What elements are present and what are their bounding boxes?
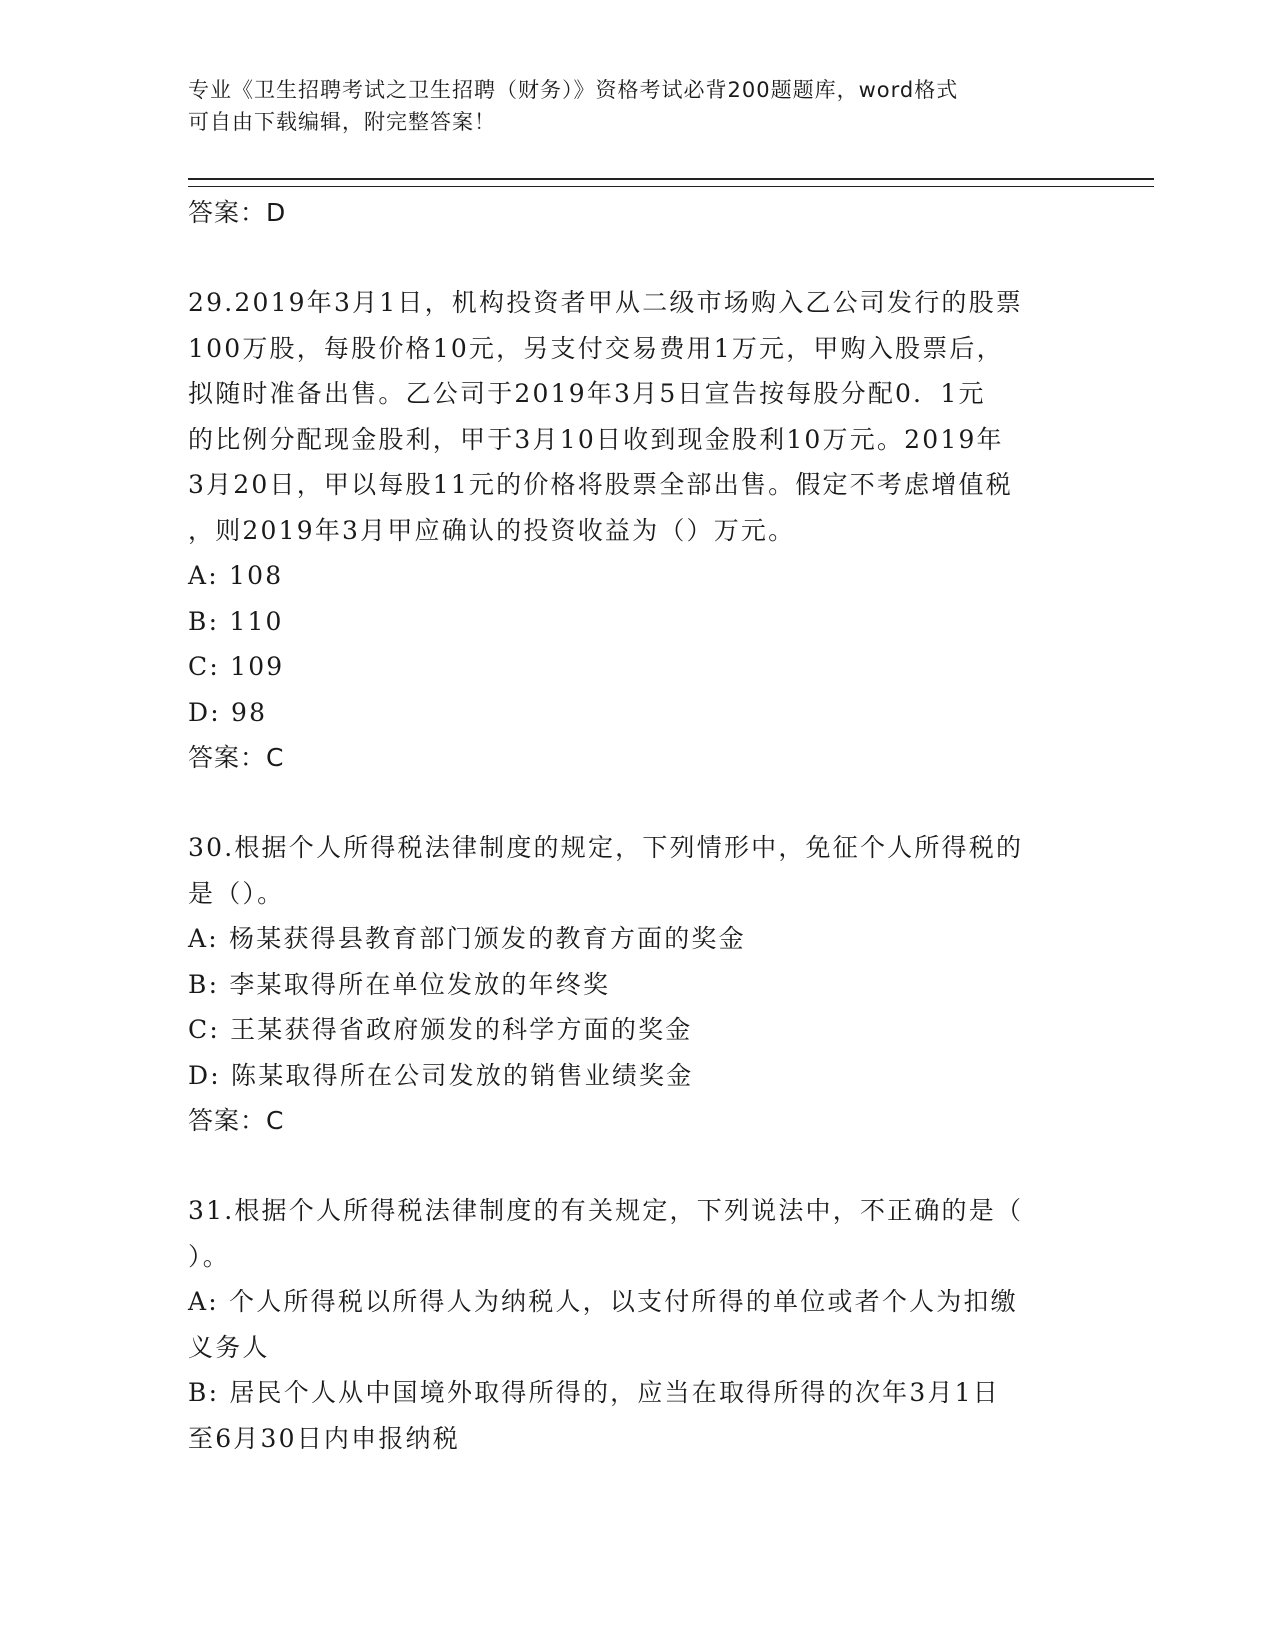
question-stem-line: 30.根据个人所得税法律制度的规定，下列情形中，免征个人所得税的 <box>188 833 1024 862</box>
option-a: A: 杨某获得县教育部门颁发的教育方面的奖金 <box>188 924 746 953</box>
option-b: B: 李某取得所在单位发放的年终奖 <box>188 969 611 999</box>
question-stem-line: 31.根据个人所得税法律制度的有关规定，下列说法中，不正确的是（ <box>188 1196 1024 1225</box>
question-stem-line: 是（）。 <box>188 878 285 908</box>
header-title-line-2: 可自由下载编辑，附完整答案！ <box>188 110 496 134</box>
option-d: D: 陈某取得所在公司发放的销售业绩奖金 <box>188 1060 694 1090</box>
option-c: C: 109 <box>188 652 285 681</box>
question-31 <box>188 1188 1088 1461</box>
question-29 <box>188 280 1088 781</box>
question-stem-line: 的比例分配现金股利，甲于3月10日收到现金股利10万元。2019年 <box>188 424 1004 454</box>
answer-line: 答案：C <box>188 743 285 772</box>
question-stem-line: 拟随时准备出售。乙公司于2019年3月5日宣告按每股分配0．1元 <box>188 379 986 408</box>
option-c: C: 王某获得省政府颁发的科学方面的奖金 <box>188 1015 693 1044</box>
option-d: D: 98 <box>188 697 268 727</box>
option-a: A: 个人所得税以所得人为纳税人，以支付所得的单位或者个人为扣缴 <box>188 1287 1018 1316</box>
document-header <box>188 74 1068 138</box>
question-stem-line: ）。 <box>188 1241 230 1271</box>
option-a: A: 108 <box>188 561 284 590</box>
header-title-line-1: 专业《卫生招聘考试之卫生招聘（财务）》资格考试必背200题题库，word格式 <box>188 78 959 102</box>
question-stem-line: ，则2019年3月甲应确认的投资收益为（）万元。 <box>188 515 796 545</box>
question-stem-line: 29.2019年3月1日，机构投资者甲从二级市场购入乙公司发行的股票 <box>188 288 1023 317</box>
header-divider <box>188 178 1154 187</box>
question-stem-line: 3月20日，甲以每股11元的价格将股票全部出售。假定不考虑增值税 <box>188 470 1013 499</box>
answer-line: 答案：D <box>188 198 287 227</box>
question-stem-line: 100万股，每股价格10元，另支付交易费用1万元，甲购入股票后， <box>188 333 1004 363</box>
option-b: B: 110 <box>188 606 284 636</box>
answer-line: 答案：C <box>188 1106 285 1135</box>
document-body <box>188 190 1088 1461</box>
question-30 <box>188 825 1088 1144</box>
option-a-continued: 义务人 <box>188 1332 270 1362</box>
option-b: B: 居民个人从中国境外取得所得的，应当在取得所得的次年3月1日 <box>188 1378 1000 1407</box>
option-b-continued: 至6月30日内申报纳税 <box>188 1423 460 1453</box>
